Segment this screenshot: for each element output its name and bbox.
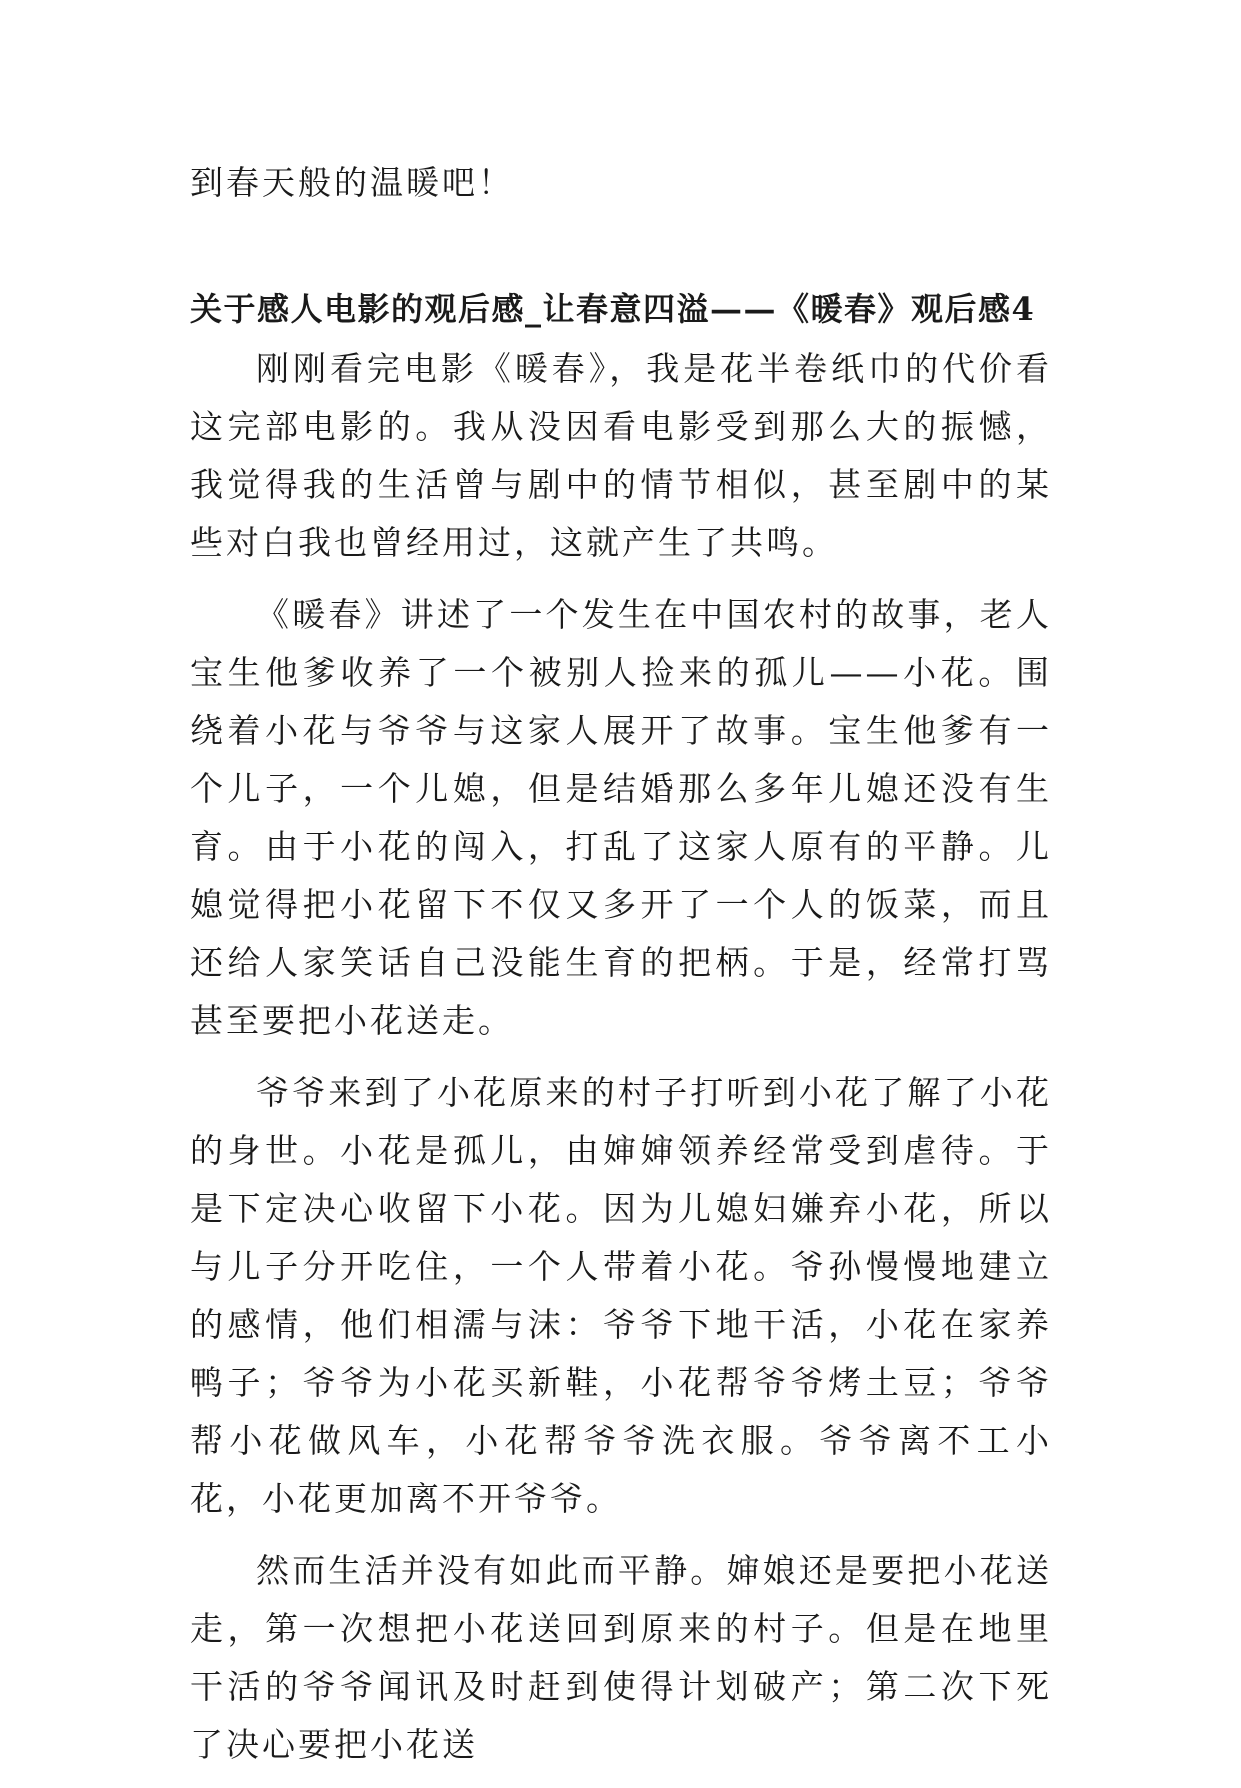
- paragraph-2: 《暖春》讲述了一个发生在中国农村的故事，老人宝生他爹收养了一个被别人捡来的孤儿——小花。围绕着小花与爷爷与这家人展开了故事。宝生他爹有一个儿子，一个儿媳，但是结婚那么多年儿媳还没有生育。由于小花的闯入，打乱了这家人原有的平静。儿媳觉得把小花留下不仅又多开了一个人的饭菜，而且还给人家笑话自己没能生育的把柄。于是，经常打骂甚至要把小花送走。: [190, 595, 1052, 1040]
- essay-title: 关于感人电影的观后感_让春意四溢——《暖春》观后感4: [190, 290, 1036, 328]
- paragraph-3: 爷爷来到了小花原来的村子打听到小花了解了小花的身世。小花是孤儿，由婶婶领养经常受到虐待。于是下定决心收留下小花。因为儿媳妇嫌弃小花，所以与儿子分开吃住，一个人带着小花。爷孙慢慢地建立的感情，他们相濡与沫：爷爷下地干活，小花在家养鸭子；爷爷为小花买新鞋，小花帮爷爷烤土豆；爷爷帮小花做风车，小花帮爷爷洗衣服。爷爷离不工小花，小花更加离不开爷爷。: [190, 1073, 1052, 1518]
- paragraph-4: 然而生活并没有如此而平静。婶娘还是要把小花送走，第一次想把小花送回到原来的村子。但是在地里干活的爷爷闻讯及时赶到使得计划破产；第二次下死了决心要把小花送: [190, 1551, 1052, 1764]
- paragraph-1: 刚刚看完电影《暖春》，我是花半卷纸巾的代价看这完部电影的。我从没因看电影受到那么大的振憾，我觉得我的生活曾与剧中的情节相似，甚至剧中的某些对白我也曾经用过，这就产生了共鸣。: [190, 349, 1052, 562]
- essay-body: [190, 340, 1052, 1788]
- opening-line: 到春天般的温暖吧！: [190, 163, 514, 202]
